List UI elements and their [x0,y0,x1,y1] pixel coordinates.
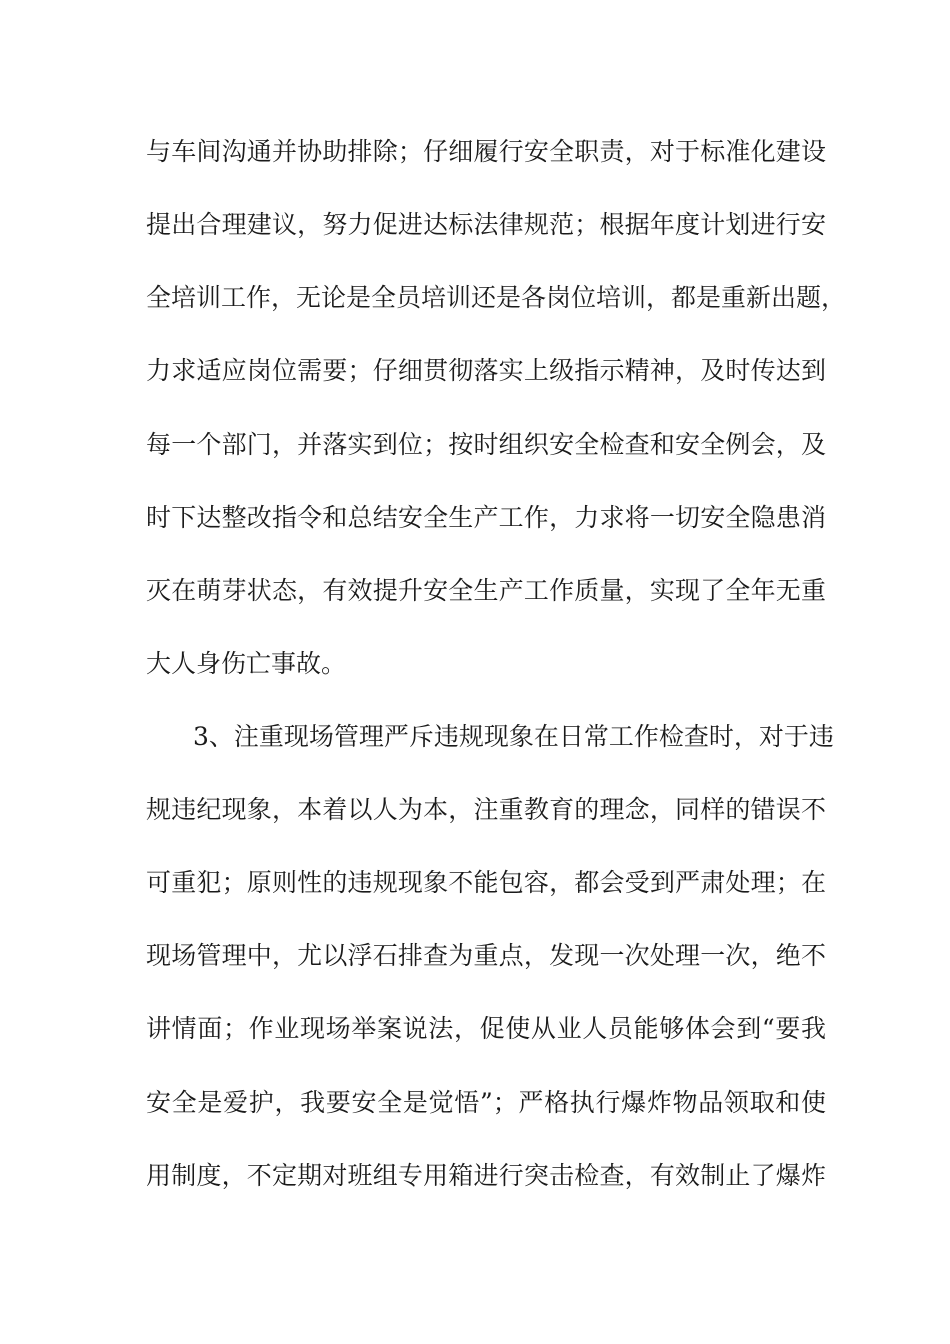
text-line: 安全是爱护，我要安全是觉悟”；严格执行爆炸物品领取和使 [146,1088,826,1117]
text-line: 提出合理建议，努力促进达标法律规范；根据年度计划进行安 [146,210,826,239]
text-line: 用制度，不定期对班组专用箱进行突击检查，有效制止了爆炸 [146,1161,826,1190]
text-line: 时下达整改指令和总结安全生产工作，力求将一切安全隐患消 [146,503,826,532]
paragraph-heading-line: 3、注重现场管理严斥违规现象在日常工作检查时，对于违 [193,722,834,751]
text-line: 全培训工作，无论是全员培训还是各岗位培训，都是重新出题， [146,283,847,312]
text-line: 灭在萌芽状态，有效提升安全生产工作质量，实现了全年无重 [146,576,826,605]
text-line: 现场管理中，尤以浮石排查为重点，发现一次处理一次，绝不 [146,941,826,970]
text-line: 与车间沟通并协助排除；仔细履行安全职责，对于标准化建设 [146,137,826,166]
text-line: 讲情面；作业现场举案说法，促使从业人员能够体会到“要我 [146,1014,826,1043]
text-line: 可重犯；原则性的违规现象不能包容，都会受到严肃处理；在 [146,868,826,897]
text-line: 大人身伤亡事故。 [146,649,347,678]
text-line: 力求适应岗位需要；仔细贯彻落实上级指示精神，及时传达到 [146,356,826,385]
text-line: 规违纪现象，本着以人为本，注重教育的理念，同样的错误不 [146,795,826,824]
text-line: 每一个部门，并落实到位；按时组织安全检查和安全例会，及 [146,430,826,459]
